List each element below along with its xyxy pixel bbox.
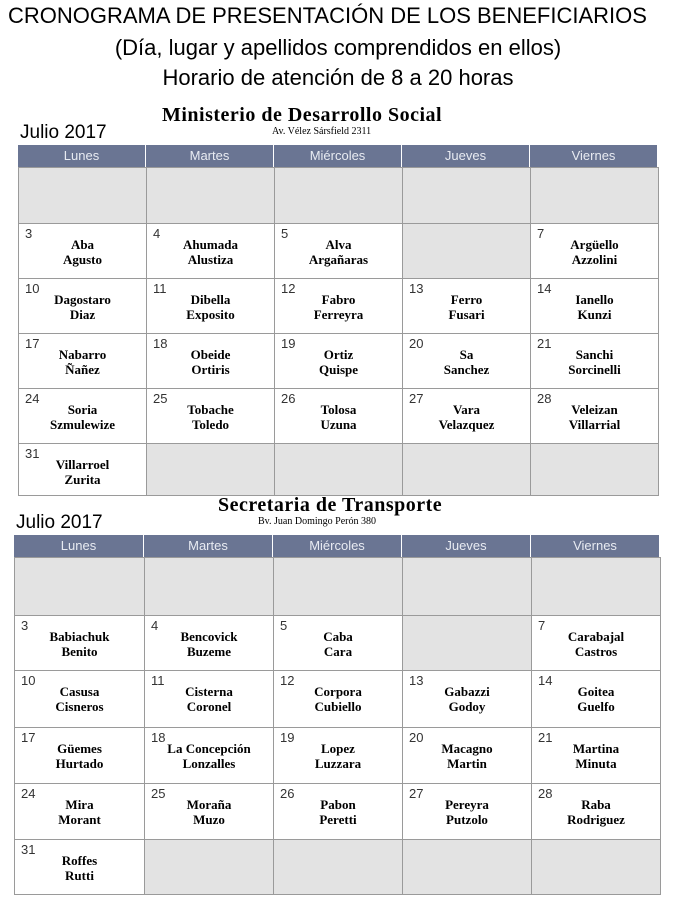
surname-to: Szmulewize xyxy=(50,417,115,432)
surname-from: Aba xyxy=(70,237,95,252)
day-number: 27 xyxy=(409,391,424,406)
surname-to: Kunzi xyxy=(577,307,612,322)
weekday-header: Martes xyxy=(144,535,273,557)
day-number: 28 xyxy=(537,391,552,406)
section-title: Secretaria de Transporte xyxy=(218,494,443,516)
surname-range xyxy=(531,292,658,322)
calendar-cell xyxy=(274,223,403,279)
surname-range xyxy=(531,347,658,377)
calendar-cell-empty xyxy=(402,167,531,224)
surname-to: Muzo xyxy=(193,812,225,827)
day-number: 24 xyxy=(21,786,36,801)
surname-to: Sanchez xyxy=(443,362,490,377)
day-number: 10 xyxy=(21,673,36,688)
day-number: 4 xyxy=(153,226,161,241)
surname-to: Ortiris xyxy=(191,362,230,377)
surname-to: Quispe xyxy=(318,362,358,377)
calendar-cell xyxy=(144,727,274,784)
surname-to: Peretti xyxy=(319,812,357,827)
calendar-cell-empty xyxy=(273,557,403,616)
surname-from: Macagno xyxy=(441,741,493,756)
calendar-cell-empty xyxy=(530,167,659,224)
surname-to: Rutti xyxy=(65,868,94,883)
day-number: 26 xyxy=(280,786,295,801)
surname-from: Obeide xyxy=(190,347,231,362)
surname-from: Dagostaro xyxy=(54,292,111,307)
surname-range xyxy=(275,402,402,432)
calendar-cell xyxy=(144,670,274,728)
day-number: 10 xyxy=(25,281,40,296)
calendar-cell xyxy=(144,783,274,840)
surname-from: Bencovick xyxy=(180,629,238,644)
surname-to: Cubiello xyxy=(314,699,362,714)
day-number: 14 xyxy=(538,673,553,688)
surname-range xyxy=(274,797,402,827)
month-label: Julio 2017 xyxy=(20,122,107,143)
page-subtitle: (Día, lugar y apellidos comprendidos en ellos) xyxy=(114,35,562,60)
calendar-cell-empty xyxy=(146,167,275,224)
weekday-header: Miércoles xyxy=(273,535,402,557)
calendar-cell xyxy=(273,783,403,840)
surname-from: Martina xyxy=(572,741,620,756)
surname-range xyxy=(19,347,146,377)
day-number: 13 xyxy=(409,281,424,296)
surname-range xyxy=(15,741,144,771)
surname-range xyxy=(19,237,146,267)
weekday-header: Jueves xyxy=(402,145,530,167)
calendar-cell-empty xyxy=(531,839,661,895)
surname-from: Lopez xyxy=(321,741,355,756)
schedule-hours: Horario de atención de 8 a 20 horas xyxy=(162,65,514,90)
day-number: 21 xyxy=(538,730,553,745)
calendar-cell xyxy=(402,670,532,728)
surname-range xyxy=(403,797,531,827)
surname-from: Veleizan xyxy=(571,402,618,417)
surname-from: Güemes xyxy=(57,741,102,756)
surname-to: Guelfo xyxy=(577,699,615,714)
surname-to: Buzeme xyxy=(186,644,232,659)
calendar-cell-empty xyxy=(144,557,274,616)
calendar-cell xyxy=(146,333,275,389)
day-number: 18 xyxy=(153,336,168,351)
surname-to: Argañaras xyxy=(308,252,369,267)
day-number: 3 xyxy=(25,226,33,241)
surname-from: Nabarro xyxy=(58,347,107,362)
surname-range xyxy=(274,684,402,714)
surname-to: Zurita xyxy=(64,472,101,487)
calendar-cell xyxy=(146,223,275,279)
surname-from: Ortiz xyxy=(323,347,354,362)
surname-range xyxy=(19,292,146,322)
calendar-cell xyxy=(530,333,659,389)
surname-range xyxy=(532,741,660,771)
surname-from: Dibella xyxy=(190,292,231,307)
day-number: 27 xyxy=(409,786,424,801)
day-number: 7 xyxy=(537,226,545,241)
day-number: 21 xyxy=(537,336,552,351)
surname-from: Roffes xyxy=(61,853,98,868)
calendar-cell xyxy=(531,670,661,728)
day-number: 17 xyxy=(25,336,40,351)
surname-range xyxy=(403,347,530,377)
section-address: Av. Vélez Sársfield 2311 xyxy=(272,126,372,137)
surname-from: Ianello xyxy=(575,292,614,307)
surname-from: Ferro xyxy=(450,292,483,307)
surname-from: Alva xyxy=(325,237,352,252)
calendar-cell xyxy=(18,443,147,496)
calendar-cell xyxy=(402,727,532,784)
calendar-cell-empty xyxy=(274,167,403,224)
day-number: 7 xyxy=(538,618,546,633)
calendar-cell xyxy=(402,278,531,334)
surname-range xyxy=(403,292,530,322)
surname-range xyxy=(403,402,530,432)
calendar-cell xyxy=(14,727,145,784)
calendar-cell xyxy=(273,615,403,671)
calendar-cell-empty xyxy=(402,615,532,671)
surname-from: Argüello xyxy=(570,237,619,252)
surname-from: Soria xyxy=(67,402,98,417)
day-number: 28 xyxy=(538,786,553,801)
surname-to: Godoy xyxy=(448,699,486,714)
surname-to: Velazquez xyxy=(438,417,495,432)
surname-to: Morant xyxy=(58,812,101,827)
surname-range xyxy=(403,684,531,714)
calendar-cell xyxy=(274,388,403,444)
calendar-cell-empty xyxy=(402,557,532,616)
surname-from: Corpora xyxy=(314,684,362,699)
calendar-cell xyxy=(402,333,531,389)
surname-to: Coronel xyxy=(186,699,232,714)
surname-to: Luzzara xyxy=(314,756,362,771)
day-number: 12 xyxy=(280,673,295,688)
calendar-cell xyxy=(14,839,145,895)
surname-from: Pabon xyxy=(320,797,356,812)
surname-to: Uzuna xyxy=(320,417,357,432)
surname-range xyxy=(147,347,274,377)
day-number: 12 xyxy=(281,281,296,296)
surname-from: Moraña xyxy=(186,797,232,812)
surname-range xyxy=(275,292,402,322)
surname-range xyxy=(531,402,658,432)
day-number: 17 xyxy=(21,730,36,745)
weekday-header: Jueves xyxy=(402,535,531,557)
calendar-cell-empty xyxy=(402,443,531,496)
calendar-cell xyxy=(146,278,275,334)
calendar-cell xyxy=(530,223,659,279)
surname-from: Cisterna xyxy=(185,684,233,699)
day-number: 19 xyxy=(280,730,295,745)
surname-from: Babiachuk xyxy=(49,629,110,644)
calendar-cell xyxy=(531,615,661,671)
calendar-cell-empty xyxy=(402,839,532,895)
surname-to: Cara xyxy=(323,644,353,659)
surname-range xyxy=(145,741,273,771)
surname-range xyxy=(274,741,402,771)
surname-to: Fusari xyxy=(448,307,485,322)
surname-from: Sanchi xyxy=(575,347,614,362)
weekday-header: Viernes xyxy=(531,535,660,557)
surname-from: La Concepción xyxy=(167,741,251,756)
section-address: Bv. Juan Domingo Perón 380 xyxy=(258,516,376,527)
surname-range xyxy=(15,797,144,827)
day-number: 18 xyxy=(151,730,166,745)
surname-from: Mira xyxy=(65,797,94,812)
calendar-cell xyxy=(18,278,147,334)
surname-range xyxy=(147,237,274,267)
calendar-cell xyxy=(531,727,661,784)
day-number: 5 xyxy=(281,226,289,241)
surname-range xyxy=(19,402,146,432)
surname-range xyxy=(19,457,146,487)
page-title: CRONOGRAMA DE PRESENTACIÓN DE LOS BENEFICIARIOS xyxy=(8,3,647,28)
calendar-cell xyxy=(14,670,145,728)
surname-from: Goitea xyxy=(577,684,615,699)
calendar-cell-empty xyxy=(144,839,274,895)
day-number: 13 xyxy=(409,673,424,688)
calendar-cell xyxy=(402,783,532,840)
surname-to: Rodriguez xyxy=(567,812,625,827)
surname-range xyxy=(532,629,660,659)
day-number: 31 xyxy=(25,446,40,461)
calendar-cell-empty xyxy=(274,443,403,496)
day-number: 11 xyxy=(153,281,167,296)
surname-from: Vara xyxy=(453,402,480,417)
calendar-cell-empty xyxy=(146,443,275,496)
day-number: 19 xyxy=(281,336,296,351)
calendar-cell xyxy=(273,670,403,728)
surname-range xyxy=(275,347,402,377)
surname-from: Pereyra xyxy=(445,797,489,812)
surname-range xyxy=(15,684,144,714)
section-title: Ministerio de Desarrollo Social xyxy=(162,104,443,126)
surname-range xyxy=(15,629,144,659)
surname-range xyxy=(403,741,531,771)
day-number: 20 xyxy=(409,336,424,351)
surname-range xyxy=(15,853,144,883)
surname-from: Villarroel xyxy=(55,457,110,472)
surname-from: Tobache xyxy=(187,402,234,417)
calendar-cell xyxy=(402,388,531,444)
surname-from: Sa xyxy=(459,347,474,362)
surname-to: Villarrial xyxy=(568,417,621,432)
weekday-header: Lunes xyxy=(14,535,144,557)
surname-to: Lonzalles xyxy=(182,756,236,771)
weekday-header: Lunes xyxy=(18,145,146,167)
calendar-cell xyxy=(530,278,659,334)
day-number: 11 xyxy=(151,673,165,688)
weekday-header: Miércoles xyxy=(274,145,402,167)
calendar-cell xyxy=(146,388,275,444)
surname-range xyxy=(145,629,273,659)
surname-to: Minuta xyxy=(575,756,617,771)
day-number: 4 xyxy=(151,618,159,633)
surname-to: Exposito xyxy=(186,307,235,322)
surname-range xyxy=(145,797,273,827)
calendar-cell xyxy=(14,783,145,840)
surname-from: Tolosa xyxy=(320,402,357,417)
calendar-cell-empty xyxy=(18,167,147,224)
weekday-header: Martes xyxy=(146,145,274,167)
surname-to: Putzolo xyxy=(446,812,488,827)
day-number: 14 xyxy=(537,281,552,296)
day-number: 24 xyxy=(25,391,40,406)
month-label: Julio 2017 xyxy=(16,512,103,533)
surname-from: Ahumada xyxy=(183,237,238,252)
calendar-cell xyxy=(531,783,661,840)
surname-from: Fabro xyxy=(321,292,356,307)
surname-to: Castros xyxy=(574,644,618,659)
surname-range xyxy=(275,237,402,267)
calendar-cell-empty xyxy=(273,839,403,895)
surname-range xyxy=(532,684,660,714)
calendar-cell xyxy=(18,223,147,279)
surname-to: Hurtado xyxy=(55,756,104,771)
surname-range xyxy=(274,629,402,659)
surname-range xyxy=(147,402,274,432)
surname-range xyxy=(532,797,660,827)
calendar-cell-empty xyxy=(531,557,661,616)
surname-range xyxy=(145,684,273,714)
day-number: 26 xyxy=(281,391,296,406)
calendar-cell xyxy=(530,388,659,444)
surname-range xyxy=(531,237,658,267)
surname-to: Diaz xyxy=(69,307,96,322)
day-number: 3 xyxy=(21,618,29,633)
calendar-cell xyxy=(274,278,403,334)
weekday-header: Viernes xyxy=(530,145,658,167)
surname-from: Raba xyxy=(581,797,611,812)
calendar-cell-empty xyxy=(14,557,145,616)
surname-to: Ñañez xyxy=(65,362,100,377)
surname-range xyxy=(147,292,274,322)
calendar-cell xyxy=(14,615,145,671)
surname-to: Martin xyxy=(447,756,487,771)
day-number: 25 xyxy=(151,786,166,801)
calendar-cell xyxy=(18,388,147,444)
surname-to: Alustiza xyxy=(187,252,234,267)
surname-to: Toledo xyxy=(191,417,230,432)
day-number: 5 xyxy=(280,618,288,633)
calendar-cell xyxy=(274,333,403,389)
day-number: 31 xyxy=(21,842,36,857)
calendar-cell xyxy=(273,727,403,784)
surname-from: Carabajal xyxy=(567,629,625,644)
day-number: 25 xyxy=(153,391,168,406)
surname-to: Cisneros xyxy=(55,699,104,714)
calendar-cell xyxy=(18,333,147,389)
calendar-cell-empty xyxy=(402,223,531,279)
surname-to: Benito xyxy=(61,644,98,659)
surname-from: Casusa xyxy=(59,684,100,699)
surname-to: Ferreyra xyxy=(313,307,364,322)
surname-from: Caba xyxy=(323,629,353,644)
surname-from: Gabazzi xyxy=(444,684,490,699)
calendar-cell-empty xyxy=(530,443,659,496)
surname-to: Azzolini xyxy=(571,252,618,267)
surname-to: Agusto xyxy=(62,252,102,267)
day-number: 20 xyxy=(409,730,424,745)
surname-to: Sorcinelli xyxy=(568,362,621,377)
calendar-cell xyxy=(144,615,274,671)
